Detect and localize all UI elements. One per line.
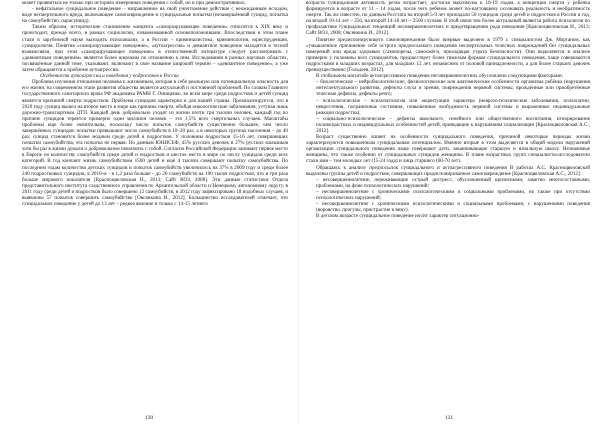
right-page-body (306, 0, 590, 219)
page-number-left: 130 (144, 415, 154, 421)
paragraph: может проявиться не только при историях измерениях поведения с собой, но и при демонстративных; (22, 0, 246, 6)
paragraph: Возраст существенно влияет на особенности суицидального поведения, причиной некоторые периоды жизни характеризуются повышенным суицидальным потенциалом. Именно вторые в этом выделяется в общий модели нарушений организации суицидального поведения чаще совершают дети, заканчивающие старшую и начальную школу. Незначимые женщины, что также особенно от суицидальных суицидов женщины. В плане возрастных групп специалисты-исследователи стали ими – тем молодых лет (15-24 года) и лица старшего (60-70 лет). (306, 134, 590, 165)
list-item: – психологические – психопатология или акцентуации характера (неврозо-психические заболевания, психопатии, невростения, пограничные состояния, повышенные возбудимость нервной системы и выраженные индивидуальные реакции подростка); (316, 98, 590, 116)
paragraph: Проблема изучения отношения человека к жизненным, которая в себе реальную или потенциальную опасность для его жизни, на современном этапе развития общества является актуальной и постоянной проблемой. По словам Главного государственного санитарного врача РФ академика РАМН Г. Онищенко, во всем мире среди подростков и детей суицид является причиной смерти подростков. Проблема суицидов характерна и для нашей страны. Проанализируется, что в 2020 году суицид вышел на второе место в мире как причина смерти, обойдя онкологические заболевания, уступая лишь дорожно-транспортным ДТП. Каждый день добровольно уходят из жизни почти три тысячи человек, каждый год по причине суицидов теряется примерно один миллион человек – это 1,5% всех смертельных случаев. Масштабы проблемы еще более значительны, поскольку число попыток самоубийств существенно большее, чем число завершённых суицидов: попытки превышают число самоубийств в 10–20 раз, а в некоторых группах населения – до 40 раз; суицид становится более модным среди детей и подростков. У половины подростков 15-16 лет, совершивших попытки самоубийства, эта попытка не первая. По данным ЮНИСЕФ, 45% русских девочек и 27% русских мальчиков хотя бы раз в жизни думали о добровольном покончить с собой. Согласно Российской Федерации занимает первое место в Европе по количеству самоубийств среди детей и подростков и шестое место в мире по числу суицидов среди всех категорий. В год кончают жизнь самоубийством 1500 детей и ещё 4 тысячи совершают попытку самоубийства. По последним годам количество детских суицидов и попыток самоубийств увеличилось на 37% в 2009 году и среди более 240 подростковых суицидов, в 2010-м - в 1,2 раза больше - до 20 самоубийств на 100 тысяч подростков, что в три раза больше мирового показателя [Красноцвеловская Н., 2013; Сайт ВОЗ, 2008]. Эти данные статистики Отдела представительного института следственного управления по Архангельской области и Ненецкому автономному округу, в 2011 году среди детей и подростков было совершено 12 самоубийств, в 2012 году зафиксировано 18 подобных случаев, и выявлены 57 попыток совершить самоубийство [Овсянкина И., 2012]. Большинство исследователей отмечает, что суицидальное поведение у детей до 13 лет – редкое явление и только с 14-15 летнего (22, 79, 288, 208)
bullet-list (306, 79, 590, 134)
bullet-list (306, 177, 590, 214)
list-item: – биологические – нейробиологические, физиологические или анатомические особенности организма ребёнка (нарушения интеллектуального развития, дефекты слуха и зрения, повреждения нервной системы, врождённые или приобретённые телесные дефекты, дефекты речи); (316, 79, 590, 97)
paragraph: Понятие предиспонирующего самоповреждения было впервые выделено в 1979 г. специалистом Дж. Морганом, как «умышленное причинение себе острого предпосылкого поведения несмертельных телесных повреждений без суицидальных намерений или вреда здоровью (самопорезы, самоожёги, преходящая утрата безопасности). Они выделяются в анализе примерно у половины всех суицидентов, предшествует более тяжелым формам суицидального поведения, чаще совершаются подростками в младших возрастах, для младших 12 лет, независимо от половой принадлежности, а для более старших девочек преимущественно [Гольдеев, 2012]. (306, 36, 590, 74)
list-item: – несовершеннолетние с хроническими психологическими и социальными проблемами, с нарушениями поведения (воровство, прогулы, пристрастие к вину). (316, 201, 590, 213)
left-page-body (22, 0, 288, 207)
list-item: – несовершеннолетние, переживающие острый дистресс, обусловленный кризисными, заметно многосоставными, проблемами, на фоне психологических нарушений; (316, 177, 590, 189)
list-item: – социально-психологические – дефекты школьного, семейного или общественного воспитания, игнорирование половозрастных и индивидуальных особенностей детей, приводящие к нарушениям социализации [Красноцвеловская А.С., 2012]. (316, 116, 590, 134)
paragraph: - нефатальное суицидальное поведение – направленное на свой уничтожение действие с неожиданным исходом, виде несмертельного вреда, включающее самоповреждение и суицидальные попытки (незавершённый суицид, попытка на самоубийство, парасуицид). (22, 6, 288, 25)
left-page (4, 0, 294, 424)
page-number-right: 131 (444, 415, 454, 421)
paragraph: Обращаясь к анализу предпосылок суицидального и аутоагрессивного поведения В работах А.С. Красноцвеловской выделены группы детей и подростков, совершающих предиспонированное самоповреждение [Красноцвеловская А.С., 2012]: (306, 164, 590, 177)
right-page (304, 0, 594, 424)
section-subheading: Особенности аутоагрессии и поведения у подростков в России (40, 73, 179, 80)
paragraph: В глобальном масштабе аутоагрессивное поведение несовершеннолетних обусловлено следующими факторами: (316, 73, 563, 80)
paragraph: возраста суицидальная активность резко возрастает, достигая максимума к 16-19 годам, а концепция смерти у ребенка формируется в возрасте от 11 – 14 годам, после чего ребенок может по-настоящему осознавать реальность и необратимость смерти. Так же известно, по данным Росстата на второй 5-9 лет припадали 50 суицидов среди детей и подростков в России и год, на второй 10-14 лет – 250, на второй 14-18 лет – 2500 случаев. В этой связи тем более актуальный является работа психологов по профилактике суицидальных тенденций несовершеннолетних и предотвращению рода поведения [Красноцвеловская И., 2013; Сайт ВОЗ, 2008; Овсянкина И., 2012]. (306, 0, 590, 37)
paragraph: Таким образом, исторические становление концепта «саморазрушающее поведение» относится к XIX веку и происходит, прежде всего, в рамках социологии, ознаменованной основоположниками. Впоследствии в этом плане стали в зарубежной науке выходить психоанализ, а в России – криминалистика, криминология, юриспруденция, суицидология. Понятия «саморазрушающее поведение», «аутоагрессия» и девиантное поведение находятся в тесной взаимосвязи, при этом «саморазрушающее поведение» в отечественной литературе следует рассматривать с «девиантным поведением» является более широким по отношению к ним. Исследования в разных научных областях, посвящённые данной теме, указывают, включают в свое название широкий термин – «девиантное поведение», а уже затем обращаются к проблеме аутоагрессии. (22, 24, 288, 74)
list-item: – несовершеннолетние с хроническими психологическими и социальными проблемами, но также при отсутствии психологических нарушений; (316, 189, 590, 201)
page-gutter (298, 0, 299, 424)
paragraph: В детском возрасте суицидальное поведение носит характер ситуационно- (316, 213, 480, 220)
